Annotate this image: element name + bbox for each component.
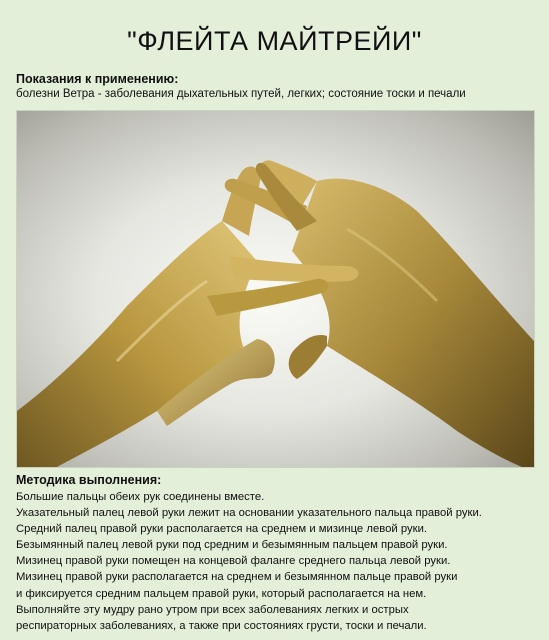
page-title: "ФЛЕЙТА МАЙТРЕЙИ" — [127, 26, 422, 56]
method-line: Выполняйте эту мудру рано утром при всех заболеваниях легких и острых — [16, 603, 409, 616]
method-line: Мизинец правой руки располагается на среднем и безымянном пальце правой руки — [16, 571, 458, 584]
method-steps — [16, 489, 536, 634]
method-line: Безымянный палец левой руки под средним и безымянным пальцем правой руки. — [16, 539, 448, 552]
method-line: и фиксируется средним пальцем правой руки, который располагается на нем. — [16, 587, 427, 600]
method-line: Большие пальцы обеих рук соединены вместе. — [16, 491, 265, 503]
indications-text: болезни Ветра - заболевания дыхательных путей, легких; состояние тоски и печали — [16, 88, 466, 100]
method-heading: Методика выполнения: — [16, 473, 162, 487]
method-line: Средний палец правой руки располагается на среднем и мизинце левой руки. — [16, 523, 428, 536]
indications-heading: Показания к применению: — [16, 72, 179, 86]
method-line: Мизинец правой руки помещен на концевой фаланге среднего пальца левой руки. — [16, 555, 451, 568]
method-line: Указательный палец левой руки лежит на основании указательного пальца правой руки. — [16, 507, 482, 520]
mudra-photo — [16, 110, 535, 468]
gold-hands-illustration — [17, 111, 534, 467]
method-line: респираторных заболеваниях, а также при состояниях грусти, тоски и печали. — [16, 619, 427, 632]
